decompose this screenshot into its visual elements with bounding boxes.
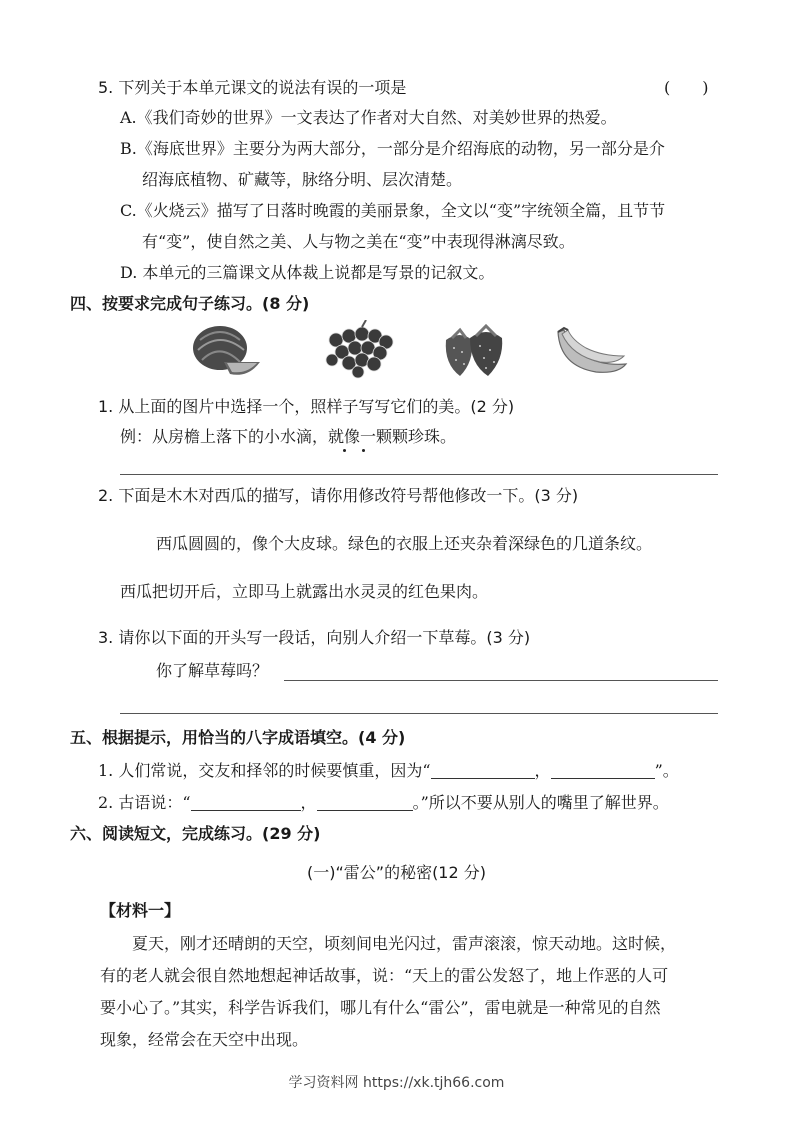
section4-heading: 四、按要求完成句子练习。(8 分)	[70, 294, 310, 313]
answer-line[interactable]	[284, 680, 718, 681]
s4-q1-example: 例：从房檐上落下的小水滴，就像一颗颗珍珠。	[120, 427, 457, 446]
s4-q3-start: 你了解草莓吗？	[156, 661, 269, 680]
q5-option-d: D. 本单元的三篇课文从体裁上说都是写景的记叙文。	[120, 263, 495, 282]
s4-q2-text-line1: 西瓜圆圆的，像个大皮球。绿色的衣服上还夹杂着深绿色的几道条纹。	[156, 534, 653, 553]
s5-q1-sep: ，	[534, 761, 551, 780]
s5-q1-prefix: 1. 人们常说，交友和择邻的时候要慎重，因为“	[98, 761, 431, 780]
material-label: 【材料一】	[100, 901, 181, 920]
watermelon-picture	[190, 322, 262, 378]
s4-q3-title: 3. 请你以下面的开头写一段话，向别人介绍一下草莓。(3 分)	[98, 628, 531, 647]
idiom-blank[interactable]	[191, 794, 301, 811]
s5-q2-sep: ，	[300, 793, 317, 812]
s4-q2-title: 2. 下面是木木对西瓜的描写，请你用修改符号帮他修改一下。(3 分)	[98, 486, 579, 505]
s4-q1-title: 1. 从上面的图片中选择一个，照样子写写它们的美。(2 分)	[98, 397, 515, 416]
material-para-line1: 夏天，刚才还晴朗的天空，顷刻间电光闪过，雷声滚滚，惊天动地。这时候，	[132, 934, 677, 953]
q5-answer-paren: ( )	[664, 78, 709, 97]
s5-q2	[98, 792, 669, 814]
s5-q1-suffix: ”。	[654, 761, 679, 780]
q5-option-c-line1: C.《火烧云》描写了日落时晚霞的美丽景象，全文以“变”字统领全篇，且节节	[120, 201, 666, 220]
bananas-picture	[552, 326, 630, 378]
grapes-picture	[322, 320, 400, 380]
idiom-blank[interactable]	[551, 762, 655, 779]
material-para-line3: 要小心了。”其实，科学告诉我们，哪儿有什么“雷公”，雷电就是一种常见的自然	[100, 998, 661, 1017]
idiom-blank[interactable]	[431, 762, 535, 779]
material-para-line4: 现象，经常会在天空中出现。	[100, 1030, 309, 1049]
s5-q2-prefix: 2. 古语说：“	[98, 793, 191, 812]
section5-heading: 五、根据提示，用恰当的八字成语填空。(4 分)	[70, 728, 406, 747]
strawberries-picture	[440, 322, 506, 380]
emphasis-dot	[362, 449, 365, 452]
section6-heading: 六、阅读短文，完成练习。(29 分)	[70, 824, 321, 843]
s5-q2-suffix: 。”所以不要从别人的嘴里了解世界。	[412, 793, 669, 812]
q5-stem: 5. 下列关于本单元课文的说法有误的一项是	[98, 78, 407, 97]
answer-line[interactable]	[120, 713, 718, 714]
emphasis-dot	[343, 449, 346, 452]
q5-option-b-line2: 绍海底植物、矿藏等，脉络分明、层次清楚。	[142, 170, 463, 189]
reading-subtitle: (一)“雷公”的秘密(12 分)	[307, 863, 486, 882]
material-para-line2: 有的老人就会很自然地想起神话故事，说：“天上的雷公发怒了，地上作恶的人可	[100, 966, 669, 985]
q5-option-b-line1: B.《海底世界》主要分为两大部分，一部分是介绍海底的动物，另一部分是介	[120, 139, 665, 158]
q5-option-c-line2: 有“变”，使自然之美、人与物之美在“变”中表现得淋漓尽致。	[142, 232, 575, 251]
q5-option-a: A.《我们奇妙的世界》一文表达了作者对大自然、对美妙世界的热爱。	[120, 108, 617, 127]
s5-q1	[98, 760, 679, 782]
idiom-blank[interactable]	[317, 794, 413, 811]
answer-line[interactable]	[120, 474, 718, 475]
footer-watermark: 学习资料网 https://xk.tjh66.com	[288, 1075, 505, 1091]
s4-q2-text-line2: 西瓜把切开后，立即马上就露出水灵灵的红色果肉。	[120, 582, 489, 601]
